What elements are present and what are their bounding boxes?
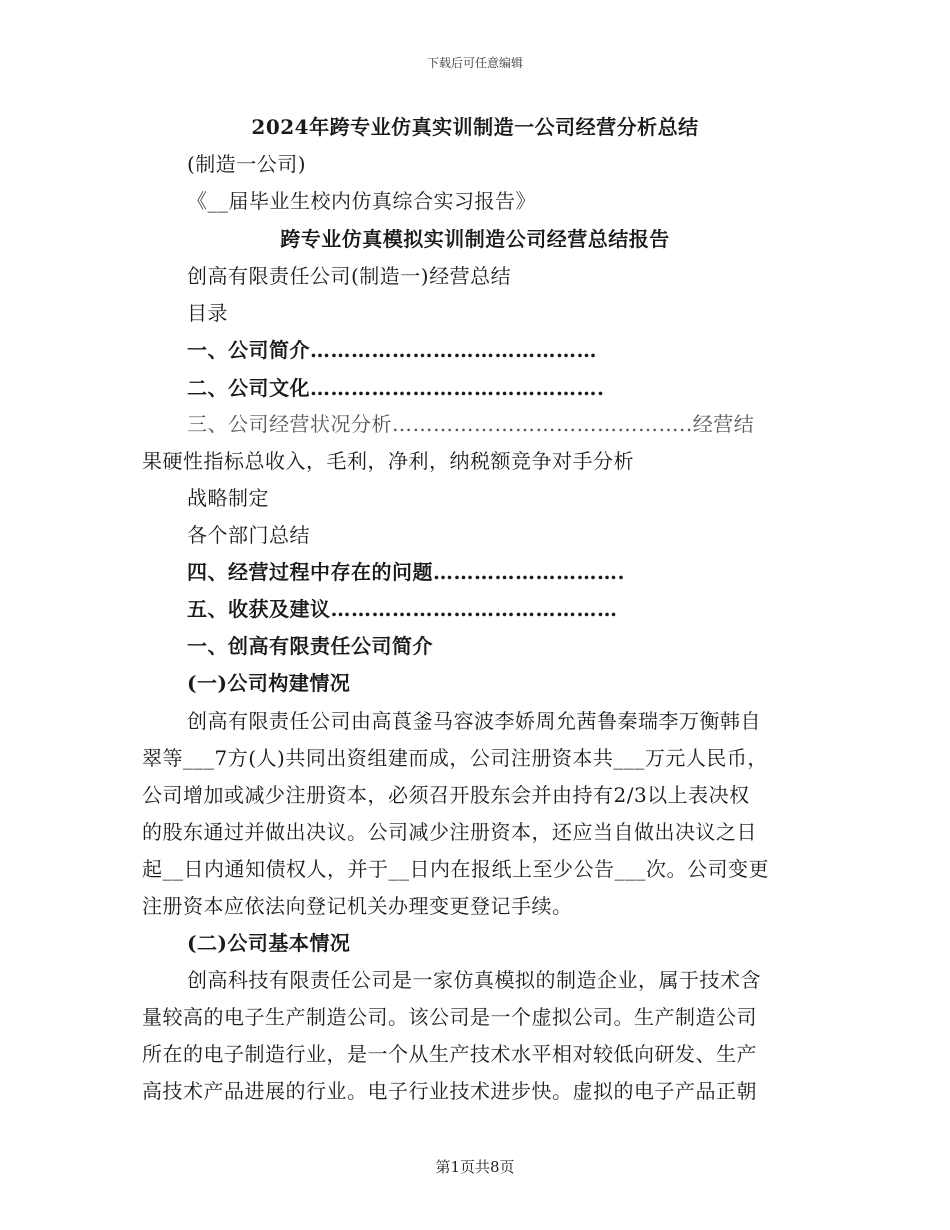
- toc-subitem-strategy: 战略制定: [187, 486, 269, 510]
- document-title: 2024年跨专业仿真实训制造一公司经营分析总结: [251, 115, 699, 139]
- header-note: 下载后可任意编辑: [426, 56, 523, 70]
- toc-item-4: 四、经营过程中存在的问题……………………….: [187, 560, 625, 584]
- toc-item-5: 五、收获及建议……………………………………: [187, 597, 618, 621]
- page-number-footer: 第1页共8页: [435, 1158, 515, 1176]
- summary-heading: 创高有限责任公司(制造一)经营总结: [187, 264, 512, 288]
- paragraph-line: 注册资本应依法向登记机关办理变更登记手续。: [142, 894, 573, 918]
- paragraph-line: 量较高的电子生产制造公司。该公司是一个虚拟公司。生产制造公司: [142, 1005, 757, 1029]
- toc-item-3: 三、公司经营状况分析……………………………………..经营结: [187, 412, 755, 436]
- report-label: 《__届毕业生校内仿真综合实习报告》: [187, 189, 536, 213]
- paragraph-line: 翠等___7方(人)共同出资组建而成，公司注册资本共___万元人民币，: [142, 746, 768, 770]
- subsection-1-heading: (一)公司构建情况: [187, 671, 351, 695]
- paragraph-line: 公司增加或减少注册资本，必须召开股东会并由持有2/3以上表决权: [142, 783, 750, 807]
- paragraph-line: 所在的电子制造行业，是一个从生产技术水平相对较低向研发、生产: [142, 1042, 757, 1066]
- paragraph-line: 的股东通过并做出决议。公司减少注册资本，还应当自做出决议之日: [142, 820, 757, 844]
- section-1-heading: 一、创高有限责任公司简介: [187, 634, 433, 658]
- paragraph-line: 创高科技有限责任公司是一家仿真模拟的制造企业，属于技术含: [187, 968, 761, 992]
- report-subtitle: 跨专业仿真模拟实训制造公司经营总结报告: [280, 227, 670, 251]
- toc-item-2: 二、公司文化…………………………………….: [187, 376, 605, 400]
- paragraph-line: 创高有限责任公司由高莨釜马容波李娇周允茜鲁秦瑞李万衡韩自: [187, 709, 761, 733]
- toc-item-3-continued: 果硬性指标总收入，毛利，净利，纳税额竞争对手分析: [142, 449, 634, 473]
- subsection-2-heading: (二)公司基本情况: [187, 931, 351, 955]
- toc-heading: 目录: [187, 301, 228, 325]
- paragraph-line: 高技术产品进展的行业。电子行业技术进步快。虚拟的电子产品正朝: [142, 1079, 757, 1103]
- toc-item-1: 一、公司简介……………………………………: [187, 338, 597, 362]
- paragraph-line: 起__日内通知债权人，并于__日内在报纸上至少公告___次。公司变更: [142, 857, 769, 881]
- company-label: (制造一公司): [187, 152, 307, 176]
- toc-subitem-departments: 各个部门总结: [187, 523, 310, 547]
